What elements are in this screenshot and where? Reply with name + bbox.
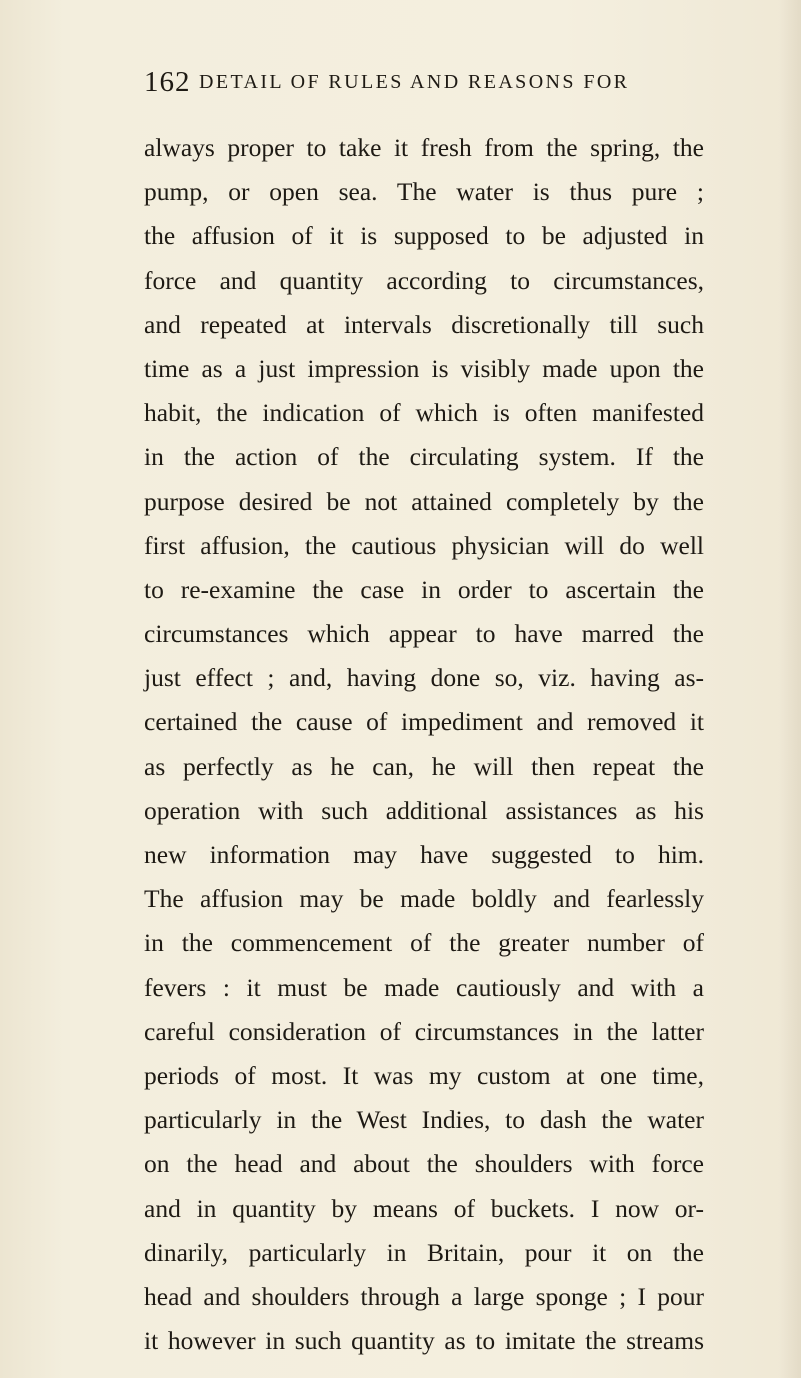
page-edge-shadow [779, 0, 801, 1378]
page-number: 162 [144, 66, 191, 98]
text-line: the affusion of it is supposed to be adjusted in [144, 221, 704, 251]
text-line: on the head and about the shoulders with force [144, 1149, 704, 1179]
text-line: to re-examine the case in order to ascertain the [144, 574, 704, 604]
text-line: just effect ; and, having done so, viz. having as- [144, 663, 704, 693]
text-line: time as a just impression is visibly made upon the [144, 353, 704, 383]
text-line: new information may have suggested to him. [144, 840, 704, 869]
text-line: in the action of the circulating system. If the [144, 442, 704, 472]
text-line: and repeated at intervals discretionally till such [144, 309, 704, 339]
text-line: dinarily, particularly in Britain, pour it on the [144, 1237, 704, 1267]
text-line: force and quantity according to circumstances, [144, 265, 704, 295]
text-line: habit, the indication of which is often manifested [144, 398, 704, 428]
text-line: first affusion, the cautious physician will do well [144, 530, 704, 560]
text-line: and in quantity by means of buckets. I now or- [144, 1193, 704, 1223]
text-line: periods of most. It was my custom at one time, [144, 1060, 704, 1090]
running-title: DETAIL OF RULES AND REASONS FOR [199, 71, 630, 93]
body-text [144, 126, 704, 1363]
text-line: careful consideration of circumstances in the latter [144, 1016, 704, 1046]
text-line: head and shoulders through a large sponge ; I pour [144, 1281, 704, 1311]
text-line: fevers : it must be made cautiously and with a [144, 972, 704, 1002]
running-head [144, 66, 704, 102]
text-line: operation with such additional assistances as his [144, 795, 704, 825]
text-line: always proper to take it fresh from the spring, the [144, 133, 704, 162]
text-line: The affusion may be made boldly and fearlessly [144, 884, 704, 914]
text-line: in the commencement of the greater number of [144, 928, 704, 958]
text-line: as perfectly as he can, he will then repeat the [144, 751, 704, 781]
text-line: purpose desired be not attained completely by the [144, 486, 704, 516]
text-line: circumstances which appear to have marred the [144, 619, 704, 649]
text-line: particularly in the West Indies, to dash the water [144, 1105, 704, 1135]
text-line: pump, or open sea. The water is thus pure ; [144, 177, 704, 207]
text-line: certained the cause of impediment and removed it [144, 707, 704, 737]
text-line: it however in such quantity as to imitate the streams [144, 1326, 704, 1356]
